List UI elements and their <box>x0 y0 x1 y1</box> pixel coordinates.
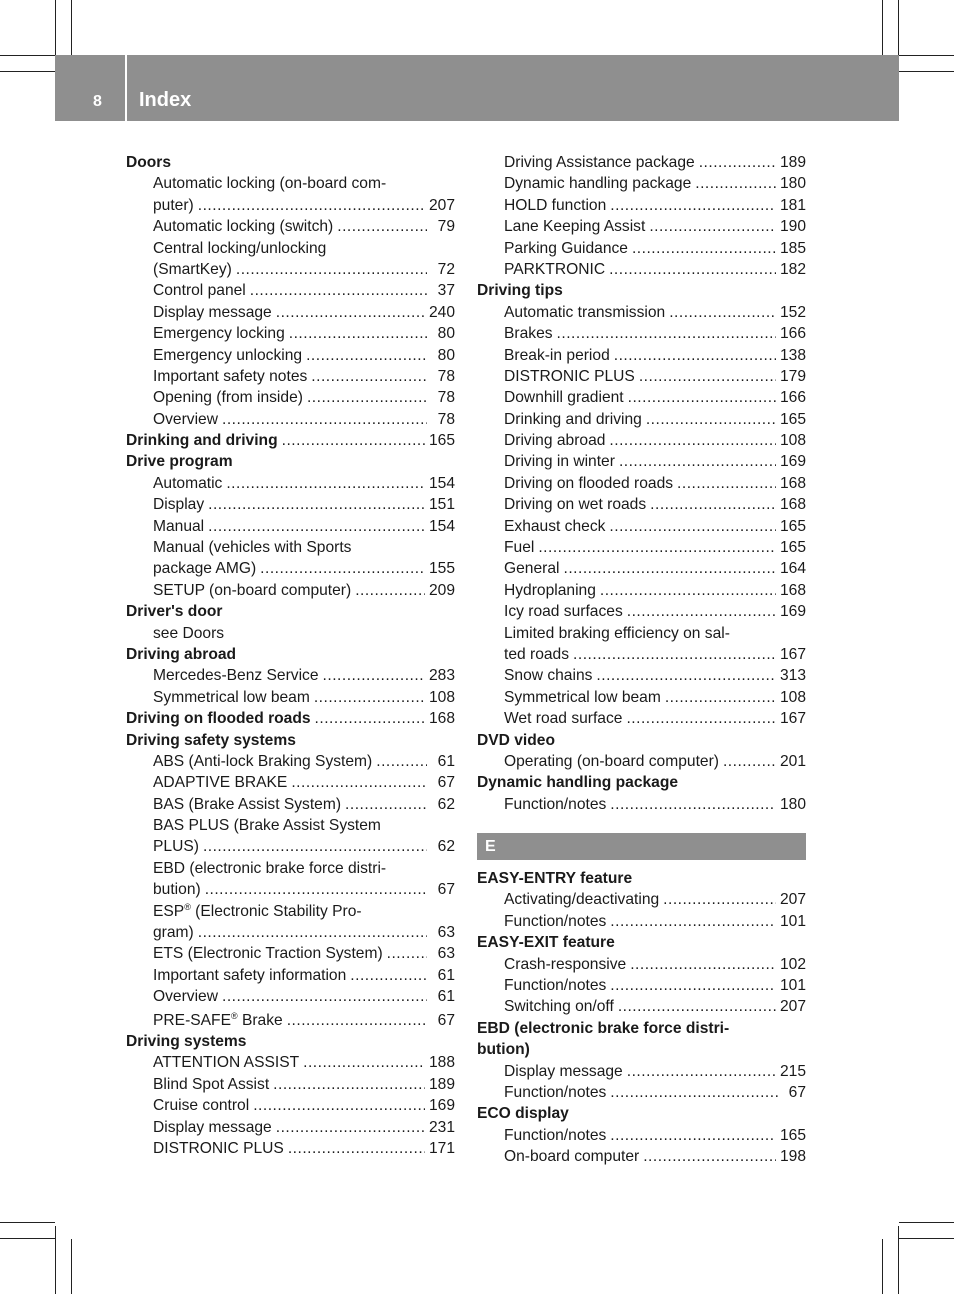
crop-mark <box>71 1239 72 1294</box>
page-ref: 207 <box>779 998 806 1016</box>
index-column-right <box>477 152 806 1168</box>
index-entry[interactable]: Downhill gradient ..... 166 <box>477 387 806 408</box>
index-entry[interactable]: Important safety information ..... 61 <box>126 965 455 986</box>
index-heading: EASY-ENTRY feature <box>477 870 633 888</box>
page-ref: 79 <box>437 218 455 236</box>
page-ref: 190 <box>779 218 806 236</box>
page-ref: 169 <box>779 603 806 621</box>
page-ref: 62 <box>437 838 455 856</box>
index-entry[interactable]: Symmetrical low beam ..... 108 <box>126 687 455 708</box>
page-ref: 78 <box>437 410 455 428</box>
index-entry[interactable]: ETS (Electronic Traction System) ..... 63 <box>126 943 455 964</box>
index-entry[interactable]: Exhaust check ..... 165 <box>477 516 806 537</box>
page-ref: 209 <box>428 581 455 599</box>
index-see-reference[interactable]: see Doors <box>153 624 225 642</box>
index-entry: Manual (vehicles with Sports <box>153 539 352 557</box>
page-ref: 67 <box>437 881 455 899</box>
page-ref: 189 <box>779 153 806 171</box>
index-column-left <box>126 152 455 1159</box>
index-heading[interactable]: Drinking and driving ..... 165 <box>126 430 455 451</box>
index-entry[interactable]: Brakes ..... 166 <box>477 323 806 344</box>
index-entry[interactable]: Activating/deactivating ..... 207 <box>477 890 806 911</box>
page-ref: 180 <box>779 175 806 193</box>
index-heading: Driving abroad <box>126 645 237 663</box>
crop-mark <box>55 1226 56 1294</box>
page-ref: 80 <box>437 346 455 364</box>
index-entry[interactable]: ABS (Anti-lock Braking System) ..... 61 <box>126 751 455 772</box>
index-entry[interactable]: Emergency locking ..... 80 <box>126 323 455 344</box>
page-ref: 179 <box>779 367 806 385</box>
page-ref: 154 <box>428 474 455 492</box>
index-heading: Driving tips <box>477 282 563 300</box>
index-entry[interactable]: Overview ..... 78 <box>126 409 455 430</box>
index-entry[interactable]: Display message ..... 231 <box>126 1117 455 1138</box>
crop-mark <box>899 1238 954 1239</box>
page-ref: 207 <box>779 891 806 909</box>
index-entry[interactable]: Icy road surfaces ..... 169 <box>477 601 806 622</box>
crop-mark <box>882 0 883 55</box>
page-ref: 167 <box>779 645 806 663</box>
index-entry: Central locking/unlocking <box>153 239 327 257</box>
page-ref: 168 <box>779 581 806 599</box>
index-entry[interactable]: Symmetrical low beam ..... 108 <box>477 687 806 708</box>
page-ref: 138 <box>779 346 806 364</box>
page-ref: 283 <box>428 667 455 685</box>
crop-mark <box>898 1226 899 1294</box>
index-entry[interactable]: Driving abroad ..... 108 <box>477 430 806 451</box>
page-ref: 63 <box>437 945 455 963</box>
page-ref: 37 <box>437 282 455 300</box>
registered-mark: ® <box>184 901 191 912</box>
registered-mark: ® <box>230 1010 238 1021</box>
index-entry[interactable]: PRE-SAFE® Brake ..... 67 <box>126 1010 455 1031</box>
page-ref: 155 <box>428 560 455 578</box>
index-entry: Limited braking efficiency on sal- <box>504 624 730 642</box>
index-entry[interactable]: Display ..... 151 <box>126 494 455 515</box>
page-ref: 165 <box>779 539 806 557</box>
page-ref: 188 <box>428 1054 455 1072</box>
index-heading: Doors <box>126 153 172 171</box>
page-ref: 101 <box>779 977 806 995</box>
index-heading: Dynamic handling package <box>477 774 679 792</box>
page-ref: 182 <box>779 260 806 278</box>
index-entry[interactable]: Function/notes ..... 67 <box>477 1082 806 1103</box>
page-ref: 167 <box>779 710 806 728</box>
index-entry[interactable]: Driving on wet roads ..... 168 <box>477 494 806 515</box>
page-ref: 67 <box>437 774 455 792</box>
letter-section-bar: E <box>477 833 806 860</box>
page-ref: 181 <box>779 196 806 214</box>
page-ref: 165 <box>779 410 806 428</box>
crop-mark <box>882 1239 883 1294</box>
index-heading: bution) <box>477 1041 530 1059</box>
index-heading: Driving safety systems <box>126 731 296 749</box>
index-entry[interactable]: ADAPTIVE BRAKE ..... 67 <box>126 772 455 793</box>
page-ref: 207 <box>428 196 455 214</box>
index-entry[interactable]: Drinking and driving ..... 165 <box>477 409 806 430</box>
page-ref: 61 <box>437 988 455 1006</box>
crop-mark <box>0 1238 55 1239</box>
index-entry[interactable]: Manual ..... 154 <box>126 516 455 537</box>
index-entry[interactable]: Crash-responsive ..... 102 <box>477 954 806 975</box>
index-entry[interactable]: puter) ..... 207 <box>126 195 455 216</box>
index-heading: EASY-EXIT feature <box>477 934 615 952</box>
index-entry[interactable]: ATTENTION ASSIST ..... 188 <box>126 1052 455 1073</box>
index-entry[interactable]: Cruise control ..... 169 <box>126 1095 455 1116</box>
page-ref: 185 <box>779 239 806 257</box>
index-entry[interactable]: gram) ..... 63 <box>126 922 455 943</box>
index-entry[interactable]: Parking Guidance ..... 185 <box>477 238 806 259</box>
index-entry[interactable]: Automatic ..... 154 <box>126 473 455 494</box>
page-ref: 152 <box>779 303 806 321</box>
page-ref: 171 <box>428 1139 455 1157</box>
page-ref: 166 <box>779 389 806 407</box>
index-entry[interactable]: Fuel ..... 165 <box>477 537 806 558</box>
page-ref: 108 <box>779 688 806 706</box>
index-entry[interactable]: PARKTRONIC ..... 182 <box>477 259 806 280</box>
index-entry[interactable]: Blind Spot Assist ..... 189 <box>126 1074 455 1095</box>
crop-mark <box>71 0 72 55</box>
index-heading[interactable]: Driving on flooded roads ..... 168 <box>126 708 455 729</box>
page-ref: 154 <box>428 517 455 535</box>
page-header <box>55 55 899 121</box>
crop-mark <box>899 1222 954 1223</box>
index-entry[interactable]: Driving in winter ..... 169 <box>477 451 806 472</box>
page-ref: 166 <box>779 325 806 343</box>
index-entry[interactable]: package AMG) ..... 155 <box>126 558 455 579</box>
page-ref: 165 <box>779 1126 806 1144</box>
page-number: 8 <box>93 93 102 110</box>
page-ref: 180 <box>779 795 806 813</box>
page-ref: 165 <box>428 432 455 450</box>
index-heading: ECO display <box>477 1105 569 1123</box>
index-entry[interactable]: Break-in period ..... 138 <box>477 345 806 366</box>
index-entry[interactable]: bution) ..... 67 <box>126 879 455 900</box>
index-entry: Automatic locking (on-board com- <box>153 175 387 193</box>
index-heading: DVD video <box>477 731 555 749</box>
index-entry[interactable]: (SmartKey) ..... 72 <box>126 259 455 280</box>
index-entry[interactable]: DISTRONIC PLUS ..... 171 <box>126 1138 455 1159</box>
page-ref: 151 <box>428 496 455 514</box>
index-entry[interactable]: ted roads ..... 167 <box>477 644 806 665</box>
index-entry[interactable]: On-board computer ..... 198 <box>477 1146 806 1167</box>
index-heading: Drive program <box>126 453 233 471</box>
page-ref: 62 <box>437 795 455 813</box>
page-ref: 78 <box>437 367 455 385</box>
index-entry: BAS PLUS (Brake Assist System <box>153 817 381 835</box>
index-entry[interactable]: Driving on flooded roads ..... 168 <box>477 473 806 494</box>
index-entry[interactable]: Control panel ..... 37 <box>126 280 455 301</box>
page-ref: 189 <box>428 1075 455 1093</box>
index-entry[interactable]: SETUP (on-board computer) ..... 209 <box>126 580 455 601</box>
page-ref: 61 <box>437 752 455 770</box>
page-ref: 63 <box>437 924 455 942</box>
index-heading: Driving systems <box>126 1033 247 1050</box>
page-ref: 240 <box>428 303 455 321</box>
page-ref: 67 <box>437 1011 455 1029</box>
crop-mark <box>899 71 954 72</box>
index-entry[interactable]: Overview ..... 61 <box>126 986 455 1007</box>
index-entry[interactable]: Driving Assistance package ..... 189 <box>477 152 806 173</box>
index-entry[interactable]: Operating (on-board computer) ..... 201 <box>477 751 806 772</box>
crop-mark <box>0 55 55 56</box>
page-ref: 61 <box>437 966 455 984</box>
index-entry[interactable]: Switching on/off ..... 207 <box>477 996 806 1017</box>
index-heading: EBD (electronic brake force distri- <box>477 1019 730 1037</box>
index-entry: EBD (electronic brake force distri- <box>153 859 387 877</box>
index-entry[interactable]: Emergency unlocking ..... 80 <box>126 345 455 366</box>
page-ref: 215 <box>779 1062 806 1080</box>
page-ref: 168 <box>779 496 806 514</box>
index-entry[interactable]: General ..... 164 <box>477 558 806 579</box>
crop-mark <box>0 1222 55 1223</box>
crop-mark <box>0 71 55 72</box>
index-entry[interactable]: Opening (from inside) ..... 78 <box>126 387 455 408</box>
page-ref: 165 <box>779 517 806 535</box>
header-divider <box>125 55 127 121</box>
index-entry[interactable]: Important safety notes ..... 78 <box>126 366 455 387</box>
page-ref: 231 <box>428 1118 455 1136</box>
index-entry[interactable]: Function/notes ..... 180 <box>477 794 806 815</box>
index-entry[interactable]: Display message ..... 240 <box>126 302 455 323</box>
index-entry[interactable]: Function/notes ..... 101 <box>477 911 806 932</box>
index-entry[interactable]: Wet road surface ..... 167 <box>477 708 806 729</box>
index-entry[interactable]: Dynamic handling package ..... 180 <box>477 173 806 194</box>
index-heading: Driver's door <box>126 603 223 621</box>
page-ref: 67 <box>788 1084 806 1101</box>
page-ref: 168 <box>779 474 806 492</box>
index-entry[interactable]: Mercedes-Benz Service ..... 283 <box>126 665 455 686</box>
index-entry[interactable]: Function/notes ..... 165 <box>477 1125 806 1146</box>
page-title: Index <box>139 89 192 111</box>
page-ref: 169 <box>428 1097 455 1115</box>
index-entry[interactable]: PLUS) ..... 62 <box>126 837 455 858</box>
index-entry[interactable]: Automatic transmission ..... 152 <box>477 302 806 323</box>
index-entry[interactable]: Automatic locking (switch) ..... 79 <box>126 216 455 237</box>
index-entry[interactable]: Display message ..... 215 <box>477 1061 806 1082</box>
index-entry: ESP® (Electronic Stability Pro- <box>153 901 362 920</box>
index-entry[interactable]: Hydroplaning ..... 168 <box>477 580 806 601</box>
crop-mark <box>899 55 954 56</box>
index-entry[interactable]: BAS (Brake Assist System) ..... 62 <box>126 794 455 815</box>
index-entry[interactable]: DISTRONIC PLUS ..... 179 <box>477 366 806 387</box>
page-ref: 80 <box>437 325 455 343</box>
index-entry[interactable]: Snow chains ..... 313 <box>477 665 806 686</box>
page-ref: 168 <box>428 710 455 728</box>
page-ref: 108 <box>428 688 455 706</box>
page-ref: 201 <box>779 752 806 770</box>
page-ref: 72 <box>437 260 455 278</box>
index-entry[interactable]: Lane Keeping Assist ..... 190 <box>477 216 806 237</box>
index-entry[interactable]: Function/notes ..... 101 <box>477 975 806 996</box>
page-ref: 198 <box>779 1148 806 1166</box>
page-ref: 102 <box>779 955 806 973</box>
page-ref: 78 <box>437 389 455 407</box>
page-ref: 108 <box>779 432 806 450</box>
page-ref: 164 <box>779 560 806 578</box>
page-ref: 169 <box>779 453 806 471</box>
page-ref: 101 <box>779 912 806 930</box>
page-ref: 313 <box>779 667 806 685</box>
index-entry[interactable]: HOLD function ..... 181 <box>477 195 806 216</box>
